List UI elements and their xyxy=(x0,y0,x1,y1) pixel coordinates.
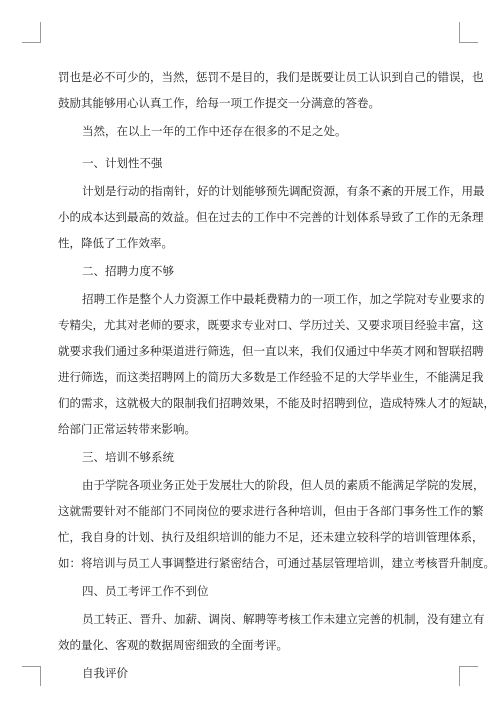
section-heading: 二、招聘力度不够 xyxy=(82,264,174,278)
text-line: 这就需要针对不能部门不同岗位的要求进行各种培训，但由于各部门事务性工作的繁 xyxy=(58,504,484,518)
crop-mark-top-right-horizontal xyxy=(459,42,478,43)
text-line: 专精尖，尤其对老师的要求，既要求专业对口、学历过关、又要求项目经验丰富，这 xyxy=(58,318,484,332)
text-line: 忙，我自身的计划、执行及组织培训的能力不足，还未建立较科学的培训管理体系， xyxy=(58,530,484,544)
crop-mark-bottom-left-horizontal xyxy=(22,666,41,667)
text-line: 效的量化、客观的数据周密细致的全面考评。 xyxy=(58,638,288,652)
crop-mark-top-left-vertical xyxy=(40,22,41,42)
section-heading-2 xyxy=(58,258,442,284)
text-line: 如：将培训与员工人事调整进行紧密结合，可通过基层管理培训，建立考核晋升制度。 xyxy=(58,556,495,570)
text-line: 罚也是必不可少的，当然，惩罚不是目的，我们是既要让员工认识到自己的错误，也 xyxy=(58,70,484,84)
text-line: 性，降低了工作效率。 xyxy=(58,236,173,250)
text-line: 当然，在以上一年的工作中还存在很多的不足之处。 xyxy=(82,124,347,138)
text-line: 们的需求，这就极大的限制我们招聘效果，不能及时招聘到位，造成特殊人才的短缺， xyxy=(58,396,495,410)
section-heading: 自我评价 xyxy=(82,666,128,680)
document-body xyxy=(58,64,495,686)
paragraph-evaluation xyxy=(58,606,485,658)
text-line: 进行筛选，而这类招聘网上的简历大多数是工作经验不足的大学毕业生，不能满足我 xyxy=(58,370,484,384)
paragraph-shortcomings-intro xyxy=(58,118,442,144)
crop-mark-bottom-left-vertical xyxy=(40,666,41,686)
paragraph-continuation xyxy=(58,64,484,116)
section-heading-3 xyxy=(58,444,442,470)
text-line: 小的成本达到最高的效益。但在过去的工作中不完善的计划体系导致了工作的无条理 xyxy=(58,210,484,224)
paragraph-planning xyxy=(58,178,485,256)
text-line: 就要求我们通过多种渠道进行筛选，但一直以来，我们仅通过中华英才网和智联招聘 xyxy=(58,344,484,358)
section-heading-self-evaluation xyxy=(58,660,442,686)
crop-mark-bottom-right-vertical xyxy=(459,666,460,686)
text-line: 由于学院各项业务正处于发展壮大的阶段，但人员的素质不能满足学院的发展， xyxy=(82,478,485,492)
crop-mark-bottom-right-horizontal xyxy=(459,666,478,667)
text-line: 给部门正常运转带来影响。 xyxy=(58,422,196,436)
crop-mark-top-left-horizontal xyxy=(22,42,41,43)
paragraph-training xyxy=(58,472,495,576)
text-line: 员工转正、晋升、加薪、调岗、解聘等考核工作未建立完善的机制，没有建立有 xyxy=(82,612,485,626)
section-heading-1 xyxy=(58,150,442,176)
paragraph-recruiting xyxy=(58,286,495,442)
text-line: 计划是行动的指南针，好的计划能够预先调配资源，有条不紊的开展工作，用最 xyxy=(82,184,485,198)
section-heading: 一、计划性不强 xyxy=(82,156,163,170)
section-heading: 三、培训不够系统 xyxy=(82,450,174,464)
section-heading: 四、员工考评工作不到位 xyxy=(82,584,209,598)
section-heading-4 xyxy=(58,578,442,604)
crop-mark-top-right-vertical xyxy=(459,22,460,42)
text-line: 招聘工作是整个人力资源工作中最耗费精力的一项工作，加之学院对专业要求的 xyxy=(82,292,485,306)
text-line: 鼓励其能够用心认真工作，给每一项工作提交一分满意的答卷。 xyxy=(58,96,380,110)
